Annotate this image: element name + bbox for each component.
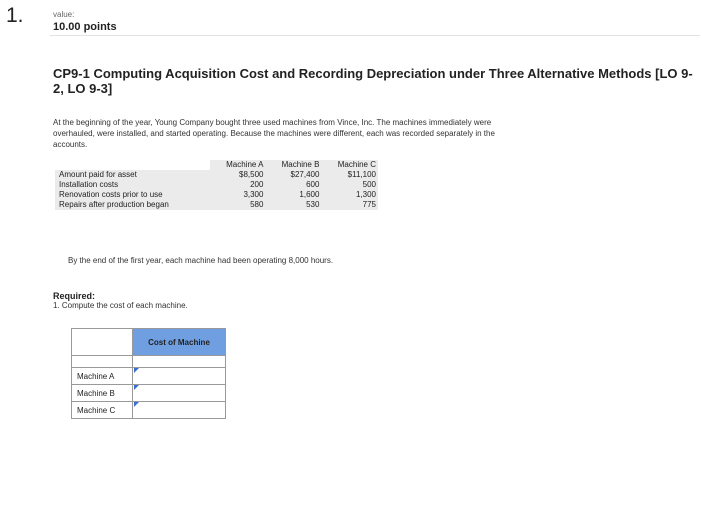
spacer-cell [133, 356, 226, 368]
required-item: 1. Compute the cost of each machine. [53, 301, 188, 310]
cell-value: 1,300 [321, 190, 378, 200]
input-marker-icon [134, 385, 139, 390]
question-number: 1. [6, 4, 24, 27]
cost-table-header-machine-c: Machine C [321, 160, 378, 170]
row-label: Repairs after production began [55, 200, 210, 210]
row-label: Renovation costs prior to use [55, 190, 210, 200]
cell-value: 3,300 [210, 190, 265, 200]
input-marker-icon [134, 402, 139, 407]
machine-b-cost-input[interactable] [133, 385, 226, 402]
machine-a-cost-input[interactable] [133, 368, 226, 385]
cost-of-machine-header: Cost of Machine [133, 329, 226, 356]
value-label: value: [53, 10, 75, 19]
machine-c-cost-input[interactable] [133, 402, 226, 419]
cell-value: 580 [210, 200, 265, 210]
answer-table-corner [72, 329, 133, 356]
required-heading: Required: [53, 291, 96, 301]
cell-value: $27,400 [265, 170, 321, 180]
cost-table-header-blank [55, 160, 210, 170]
answer-table-header-row [72, 329, 226, 356]
table-row [55, 190, 378, 200]
row-label-machine-a: Machine A [72, 368, 133, 385]
cost-table-header-row [55, 160, 378, 170]
row-label-machine-c: Machine C [72, 402, 133, 419]
table-row [55, 200, 378, 210]
table-row [55, 170, 378, 180]
table-row [55, 180, 378, 190]
cell-value: 1,600 [265, 190, 321, 200]
row-label: Amount paid for asset [55, 170, 210, 180]
answer-table [71, 328, 226, 419]
operating-hours-note: By the end of the first year, each machine had been operating 8,000 hours. [68, 256, 334, 265]
problem-intro: At the beginning of the year, Young Company bought three used machines from Vince, Inc. The machines immediately were overhauled, were installed, and started operating. Because the machines were different, each was recorded separately in the accounts. [53, 118, 495, 149]
input-marker-icon [134, 368, 139, 373]
answer-row-machine-c [72, 402, 226, 419]
cell-value: 200 [210, 180, 265, 190]
row-label-machine-b: Machine B [72, 385, 133, 402]
cost-table-header-machine-b: Machine B [265, 160, 321, 170]
cost-table-header-machine-a: Machine A [210, 160, 265, 170]
cell-value: 775 [321, 200, 378, 210]
answer-row-machine-b [72, 385, 226, 402]
row-label: Installation costs [55, 180, 210, 190]
cell-value: $11,100 [321, 170, 378, 180]
header-divider [50, 35, 700, 36]
problem-title: CP9-1 Computing Acquisition Cost and Recording Depreciation under Three Alternative Methods [LO 9-2, LO 9-3] [53, 66, 693, 96]
points-value: 10.00 points [53, 21, 117, 33]
cell-value: 500 [321, 180, 378, 190]
cost-table [55, 160, 378, 210]
answer-row-machine-a [72, 368, 226, 385]
cell-value: 530 [265, 200, 321, 210]
answer-spacer-row [72, 356, 226, 368]
spacer-cell [72, 356, 133, 368]
cell-value: $8,500 [210, 170, 265, 180]
cell-value: 600 [265, 180, 321, 190]
